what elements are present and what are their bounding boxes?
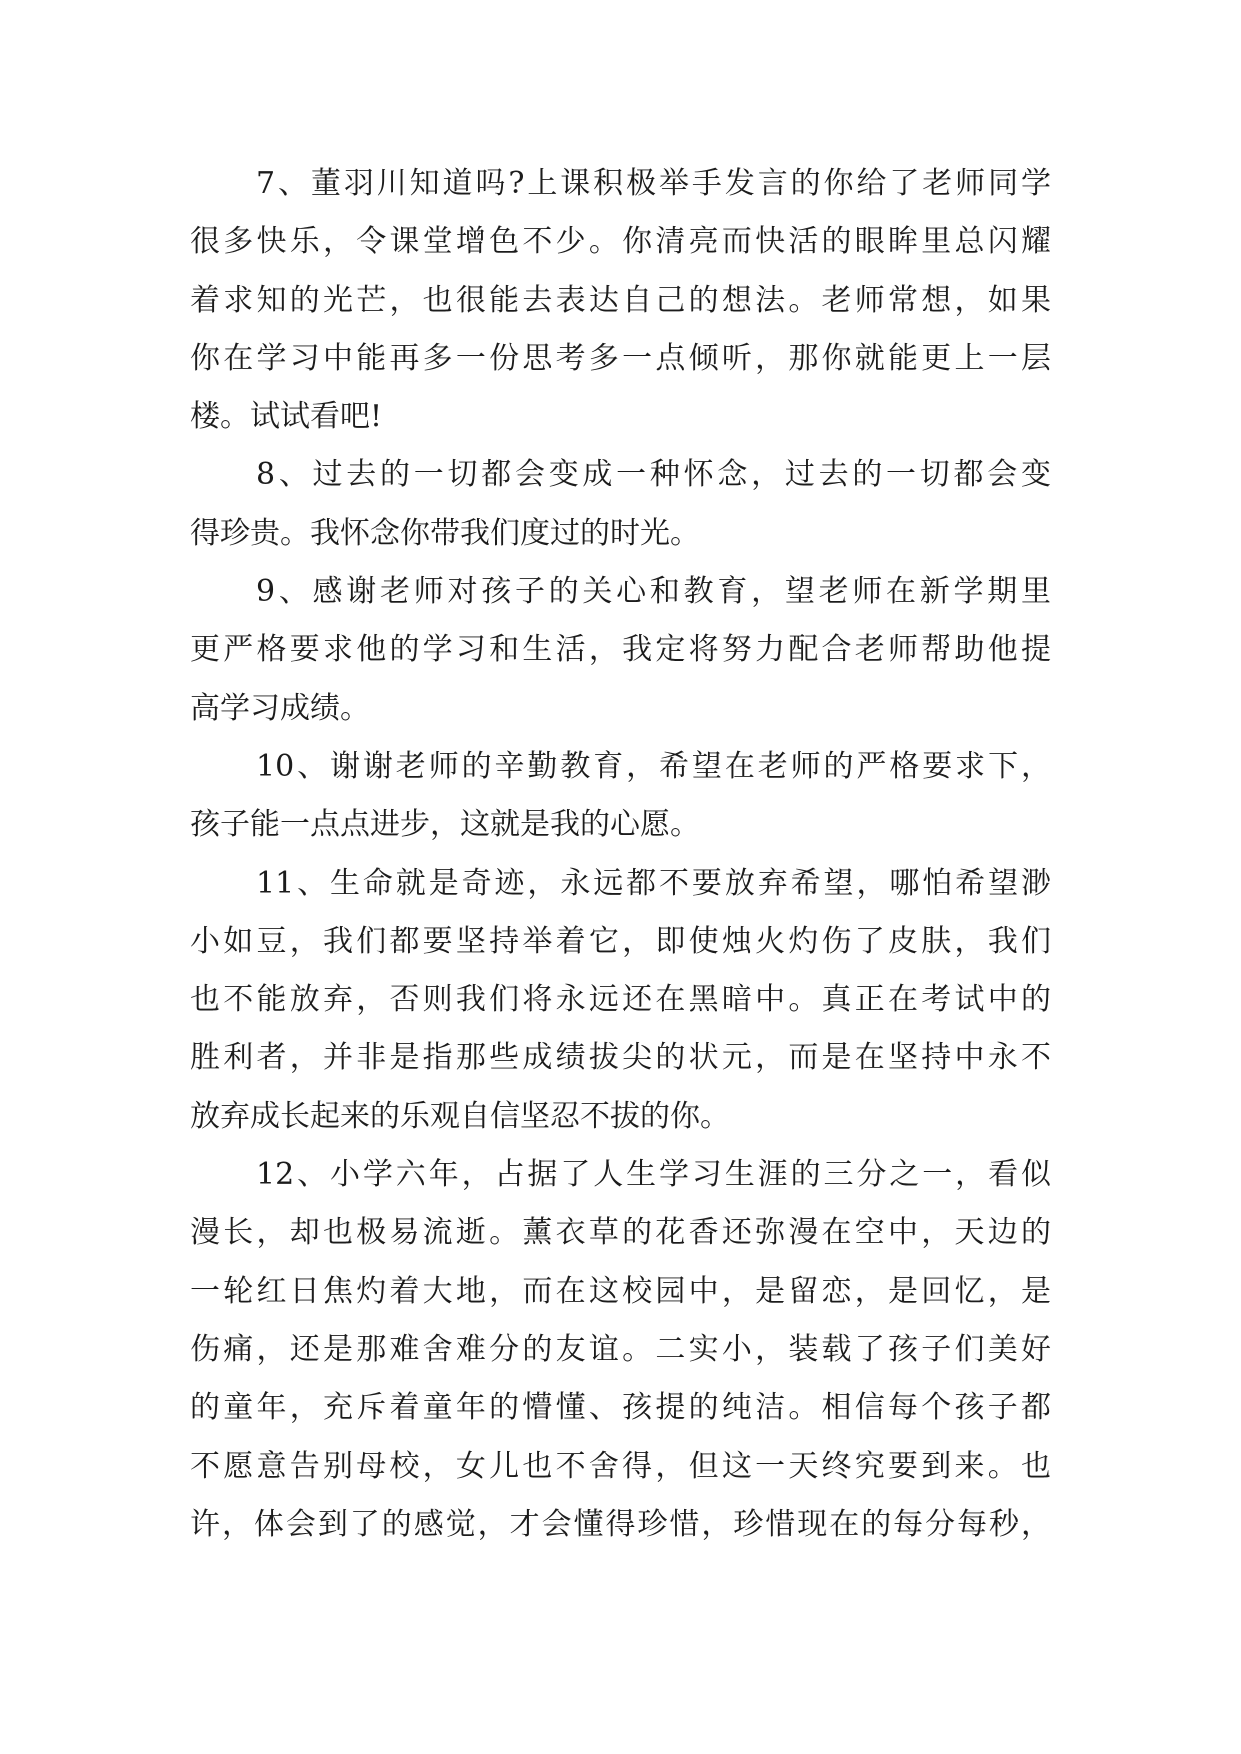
text-line: 孩子能一点点进步，这就是我的心愿。 [190, 807, 700, 843]
text-line: 7、董羽川知道吗?上课积极举手发言的你给了老师同学 [256, 166, 1051, 201]
text-line: 漫长，却也极易流逝。薰衣草的花香还弥漫在空中，天边的 [190, 1215, 1051, 1251]
text-line: 许，体会到了的感觉，才会懂得珍惜，珍惜现在的每分每秒， [190, 1506, 1051, 1542]
text-line: 一轮红日焦灼着大地，而在这校园中，是留恋，是回忆，是 [190, 1273, 1051, 1309]
text-line: 放弃成长起来的乐观自信坚忍不拔的你。 [190, 1098, 730, 1134]
paragraph-8 [190, 446, 1051, 563]
text-line: 小如豆，我们都要坚持举着它，即使烛火灼伤了皮肤，我们 [190, 923, 1051, 959]
text-line: 胜利者，并非是指那些成绩拔尖的状元，而是在坚持中永不 [190, 1040, 1051, 1076]
text-line: 着求知的光芒，也很能去表达自己的想法。老师常想，如果 [190, 282, 1051, 318]
paragraph-11 [190, 855, 1051, 1146]
document-body [190, 155, 1051, 1554]
paragraph-7 [190, 155, 1051, 446]
paragraph-9 [190, 563, 1051, 738]
text-line: 得珍贵。我怀念你带我们度过的时光。 [190, 515, 700, 551]
paragraph-10 [190, 738, 1051, 855]
text-line: 10、谢谢老师的辛勤教育，希望在老师的严格要求下， [256, 748, 1051, 784]
paragraph-12 [190, 1146, 1051, 1554]
text-line: 的童年，充斥着童年的懵懂、孩提的纯洁。相信每个孩子都 [190, 1390, 1051, 1426]
text-line: 你在学习中能再多一份思考多一点倾听，那你就能更上一层 [190, 340, 1051, 376]
text-line: 8、过去的一切都会变成一种怀念，过去的一切都会变 [256, 457, 1051, 493]
text-line: 12、小学六年，占据了人生学习生涯的三分之一，看似 [256, 1157, 1051, 1193]
text-line: 11、生命就是奇迹，永远都不要放弃希望，哪怕希望渺 [256, 865, 1051, 901]
text-line: 很多快乐，令课堂增色不少。你清亮而快活的眼眸里总闪耀 [190, 224, 1051, 260]
text-line: 不愿意告别母校，女儿也不舍得，但这一天终究要到来。也 [190, 1448, 1051, 1484]
text-line: 高学习成绩。 [190, 690, 370, 726]
text-line: 伤痛，还是那难舍难分的友谊。二实小，装载了孩子们美好 [190, 1331, 1051, 1367]
text-line: 9、感谢老师对孩子的关心和教育，望老师在新学期里 [256, 574, 1051, 610]
text-line: 楼。试试看吧! [190, 399, 383, 435]
text-line: 更严格要求他的学习和生活，我定将努力配合老师帮助他提 [190, 632, 1051, 668]
text-line: 也不能放弃，否则我们将永远还在黑暗中。真正在考试中的 [190, 982, 1051, 1018]
